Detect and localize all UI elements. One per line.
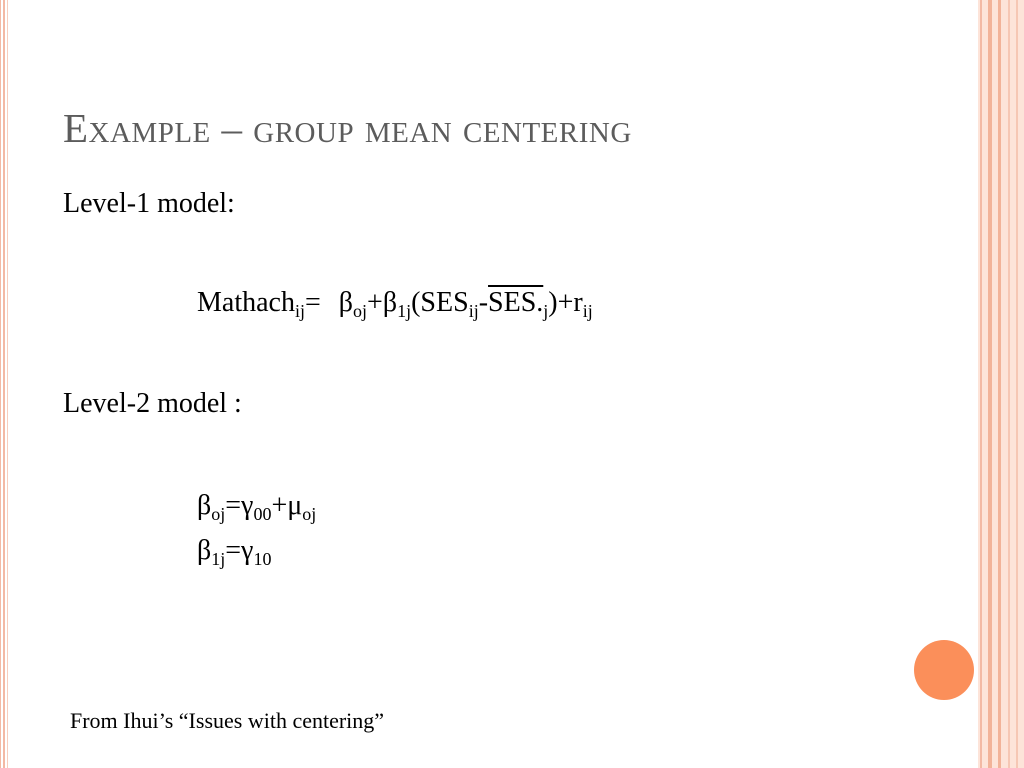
eq-term: Mathach xyxy=(197,287,295,318)
eq-term: (SES xyxy=(411,287,469,318)
eq-subscript: 1j xyxy=(211,549,226,569)
eq-term: =γ xyxy=(225,535,254,566)
eq-subscript: 1j xyxy=(397,301,412,321)
level1-equation xyxy=(197,287,593,322)
eq-term: β xyxy=(197,535,212,566)
level1-label: Level-1 model: xyxy=(63,188,235,219)
eq-term: - xyxy=(478,287,489,318)
eq-term: β xyxy=(197,490,212,521)
left-border-stripe xyxy=(0,0,1,768)
level2-equation-slope xyxy=(197,535,271,570)
eq-subscript: ij xyxy=(294,301,305,321)
right-border-stripe xyxy=(1008,0,1010,768)
eq-subscript: oj xyxy=(211,504,226,524)
level2-equation-intercept xyxy=(197,490,316,525)
eq-term: )+r xyxy=(548,287,583,318)
eq-subscript: j xyxy=(543,301,549,321)
right-border-stripe xyxy=(1016,0,1018,768)
eq-subscript: 00 xyxy=(253,504,272,524)
accent-circle xyxy=(914,640,974,700)
right-border-stripe xyxy=(998,0,1001,768)
eq-subscript: oj xyxy=(302,504,317,524)
left-border-stripe xyxy=(7,0,8,768)
eq-subscript: ij xyxy=(582,301,593,321)
eq-subscript: oj xyxy=(353,301,368,321)
right-border-stripe xyxy=(988,0,992,768)
eq-term: =γ xyxy=(225,490,254,521)
eq-subscript: 10 xyxy=(253,549,272,569)
level2-label: Level-2 model : xyxy=(63,388,242,419)
eq-term: β xyxy=(338,287,354,318)
eq-term: +μ xyxy=(271,490,303,521)
right-border-stripe xyxy=(980,0,982,768)
eq-term: +β xyxy=(367,287,398,318)
eq-mean-term: SES. xyxy=(488,287,544,318)
left-border-stripe xyxy=(3,0,5,768)
eq-subscript: ij xyxy=(468,301,479,321)
slide-title: Example – group mean centering xyxy=(63,105,632,151)
source-citation: From Ihui’s “Issues with centering” xyxy=(70,708,385,733)
eq-term: = xyxy=(304,287,321,318)
